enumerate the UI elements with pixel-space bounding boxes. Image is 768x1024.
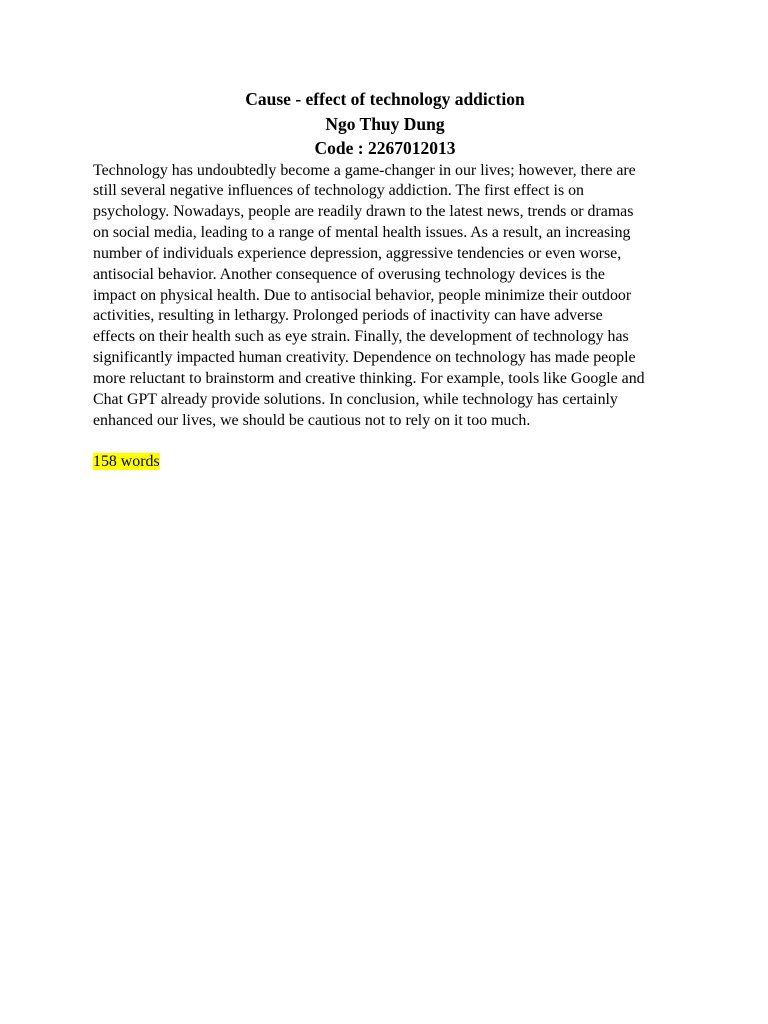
body-line: antisocial behavior. Another consequence of overusing technology devices is the — [93, 265, 605, 283]
body-line: number of individuals experience depression, aggressive tendencies or even worse, — [93, 244, 622, 262]
word-count-highlight: 158 words — [93, 453, 160, 471]
student-code: Code : 2267012013 — [314, 138, 456, 158]
document-title: Cause - effect of technology addiction — [245, 89, 525, 109]
paragraph-spacer — [93, 431, 677, 452]
body-line: impact on physical health. Due to antisocial behavior, people minimize their outdoor — [93, 286, 632, 304]
body-line: effects on their health such as eye strain. Finally, the development of technology has — [93, 328, 629, 346]
document-content — [93, 87, 677, 473]
body-line: Technology has undoubtedly become a game-changer in our lives; however, there are — [93, 161, 636, 179]
body-line: significantly impacted human creativity. Dependence on technology has made people — [93, 349, 636, 367]
body-line: psychology. Nowadays, people are readily drawn to the latest news, trends or dramas — [93, 203, 634, 221]
word-count-line — [93, 452, 677, 473]
body-line: more reluctant to brainstorm and creative thinking. For example, tools like Google and — [93, 369, 645, 387]
body-line: on social media, leading to a range of mental health issues. As a result, an increasing — [93, 224, 631, 242]
body-line: activities, resulting in lethargy. Prolonged periods of inactivity can have adverse — [93, 307, 603, 325]
essay-body — [93, 161, 677, 432]
body-line: still several negative influences of technology addiction. The first effect is on — [93, 182, 584, 200]
author-name: Ngo Thuy Dung — [325, 113, 445, 134]
body-line: enhanced our lives, we should be cautious not to rely on it too much. — [93, 411, 531, 429]
body-line: Chat GPT already provide solutions. In conclusion, while technology has certainly — [93, 390, 618, 408]
